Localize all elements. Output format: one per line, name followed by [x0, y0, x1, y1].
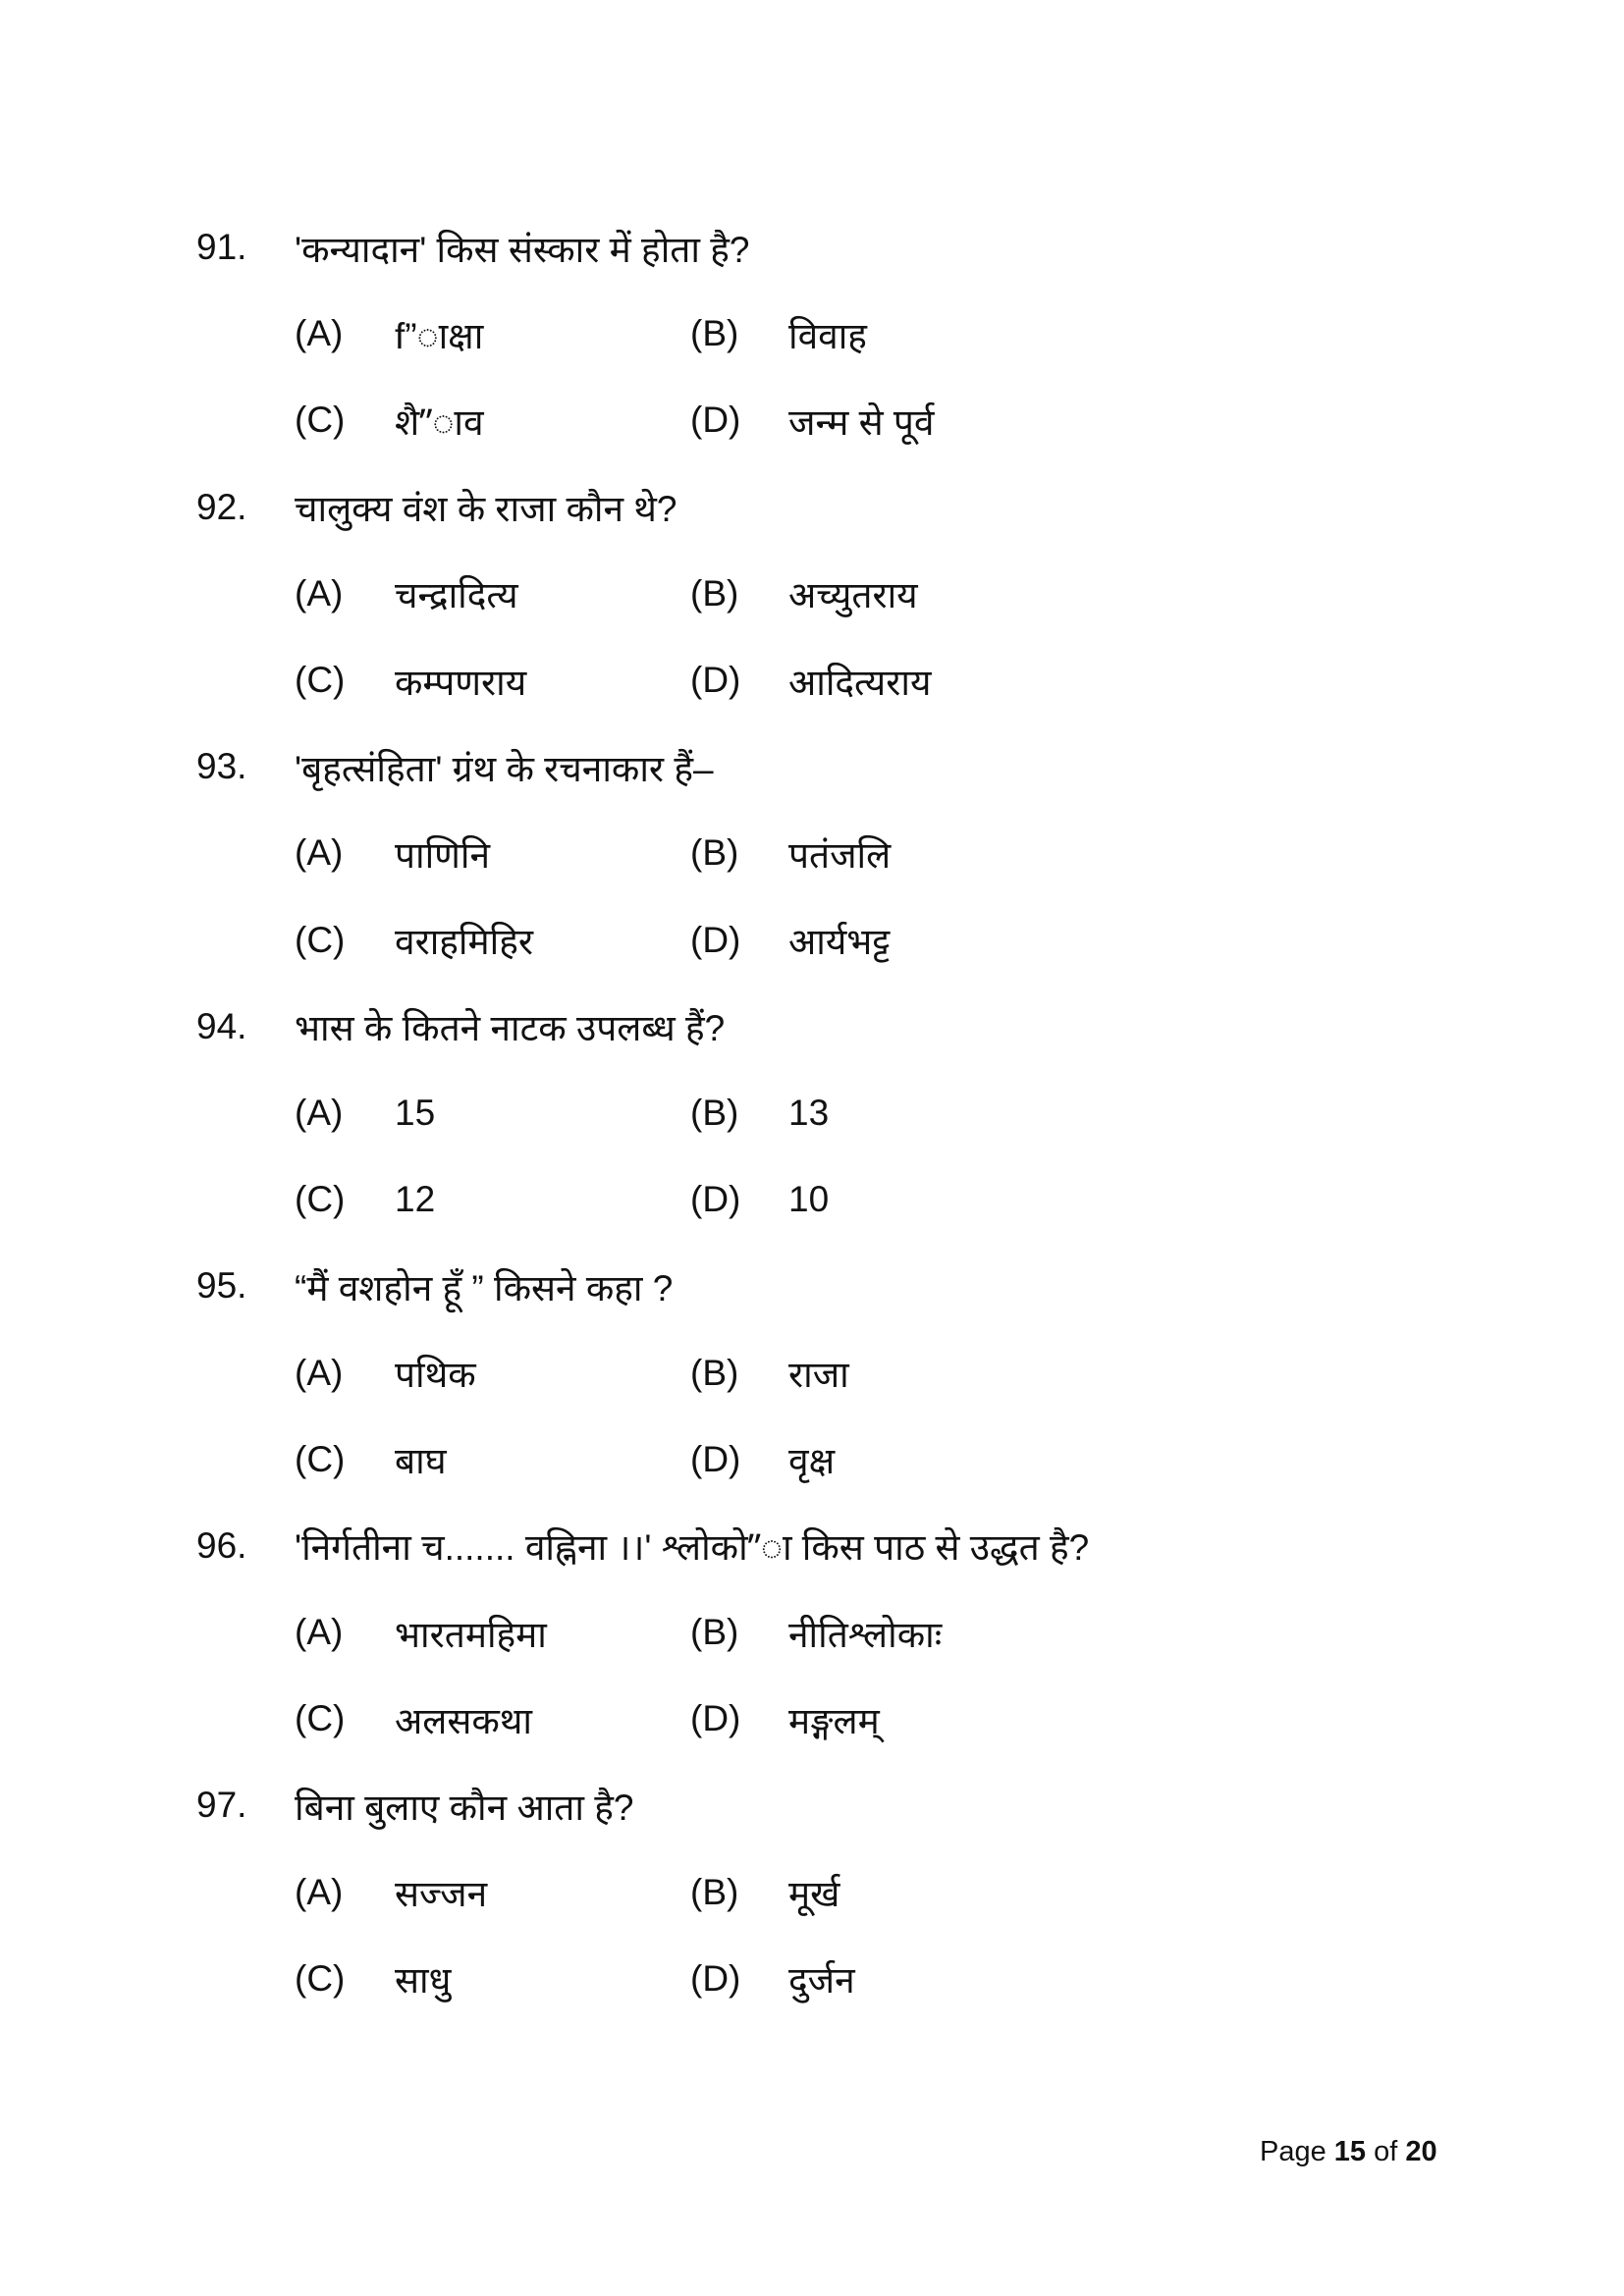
option-text: भारतमहिमा [395, 1614, 547, 1655]
option-letter: (A) [295, 313, 344, 354]
option-text: बाघ [395, 1441, 447, 1482]
option-letter: (B) [690, 1092, 739, 1133]
option-text: पाणिनि [395, 834, 491, 876]
page-footer: Page 15 of 20 [1260, 2136, 1437, 2167]
options-row [196, 1676, 1473, 1762]
question-94 [196, 984, 1473, 1070]
option-letter: (D) [690, 400, 741, 441]
option-letter: (B) [690, 1352, 739, 1393]
option-text: 15 [395, 1092, 436, 1133]
option-text: साधु [395, 1960, 452, 2002]
question-text: बिना बुलाए कौन आता है? [295, 1787, 634, 1828]
option-letter: (C) [295, 660, 346, 701]
option-letter: (A) [295, 832, 344, 874]
question-number: 96. [196, 1524, 247, 1566]
question-text: 'कन्यादान' किस संस्कार में होता है? [295, 229, 750, 270]
option-text: पथिक [395, 1355, 476, 1396]
option-letter: (C) [295, 919, 346, 960]
question-number: 93. [196, 746, 247, 787]
option-letter: (D) [690, 1438, 741, 1479]
option-letter: (D) [690, 1957, 741, 1999]
option-text: जन्म से पूर्व [788, 401, 935, 443]
option-text: नीतिश्लोकाः [788, 1614, 943, 1655]
option-letter: (A) [295, 1871, 344, 1912]
option-text: 13 [788, 1092, 830, 1133]
option-letter: (A) [295, 1352, 344, 1393]
options-row [196, 1589, 1473, 1676]
option-text: 10 [788, 1179, 830, 1220]
question-95 [196, 1243, 1473, 1329]
option-text: पतंजलि [788, 834, 892, 876]
options-row [196, 551, 1473, 637]
option-text: मूर्ख [788, 1874, 840, 1915]
question-number: 91. [196, 227, 247, 268]
option-letter: (B) [690, 572, 739, 614]
option-text: दुर्जन [788, 1960, 855, 2002]
options-row [196, 377, 1473, 463]
option-text: कम्पणराय [395, 662, 527, 703]
option-letter: (D) [690, 919, 741, 960]
question-number: 95. [196, 1265, 247, 1307]
question-text: 'निर्गतीना च....... वह्निना ।।' श्लोको”ा किस पाठ से उद्धत है? [295, 1527, 1090, 1569]
options-row [196, 1416, 1473, 1503]
option-letter: (D) [690, 1698, 741, 1739]
current-page: 15 [1333, 2136, 1367, 2167]
options-row [196, 1849, 1473, 1936]
option-text: विवाह [788, 315, 867, 356]
question-91 [196, 204, 1473, 291]
question-text: 'बृहत्संहिता' ग्रंथ के रचनाकार हैं– [295, 748, 714, 789]
option-text: सज्जन [395, 1874, 488, 1915]
options-row [196, 897, 1473, 984]
option-letter: (B) [690, 313, 739, 354]
option-letter: (A) [295, 1092, 344, 1133]
option-letter: (D) [690, 1179, 741, 1220]
options-row [196, 1070, 1473, 1156]
question-number: 92. [196, 486, 247, 527]
option-letter: (C) [295, 1179, 346, 1220]
option-text: आर्यभट्ट [788, 922, 891, 963]
options-row [196, 810, 1473, 896]
option-letter: (C) [295, 400, 346, 441]
option-text: अच्युतराय [788, 575, 918, 616]
question-number: 94. [196, 1005, 247, 1046]
option-text: शै”ाव [395, 401, 484, 443]
total-pages: 20 [1405, 2136, 1437, 2167]
option-letter: (C) [295, 1957, 346, 1999]
option-letter: (B) [690, 1871, 739, 1912]
option-text: अलसकथा [395, 1700, 533, 1741]
option-text: चन्द्रादित्य [395, 575, 518, 616]
options-row [196, 637, 1473, 723]
option-text: f”ाक्षा [395, 315, 484, 356]
option-text: आदित्यराय [788, 662, 932, 703]
question-number: 97. [196, 1785, 247, 1826]
question-text: भास के कितने नाटक उपलब्ध हैं? [295, 1008, 726, 1049]
question-list [196, 204, 1473, 2022]
options-row [196, 291, 1473, 377]
option-letter: (B) [690, 1612, 739, 1653]
option-letter: (C) [295, 1438, 346, 1479]
question-text: चालुक्य वंश के राजा कौन थे? [295, 489, 677, 530]
option-text: 12 [395, 1179, 436, 1220]
option-letter: (D) [690, 660, 741, 701]
question-96 [196, 1503, 1473, 1589]
options-row [196, 1156, 1473, 1243]
question-93 [196, 723, 1473, 810]
question-97 [196, 1762, 1473, 1848]
option-text: मङ्गलम् [788, 1700, 880, 1741]
options-row [196, 1936, 1473, 2022]
option-text: वृक्ष [788, 1441, 836, 1482]
question-92 [196, 464, 1473, 551]
option-letter: (B) [690, 832, 739, 874]
option-text: वराहमिहिर [395, 922, 534, 963]
option-letter: (A) [295, 1612, 344, 1653]
question-text: “मैं वशहोन हूँ ” किसने कहा ? [295, 1267, 674, 1308]
option-letter: (A) [295, 572, 344, 614]
options-row [196, 1329, 1473, 1415]
option-text: राजा [788, 1355, 849, 1396]
option-letter: (C) [295, 1698, 346, 1739]
